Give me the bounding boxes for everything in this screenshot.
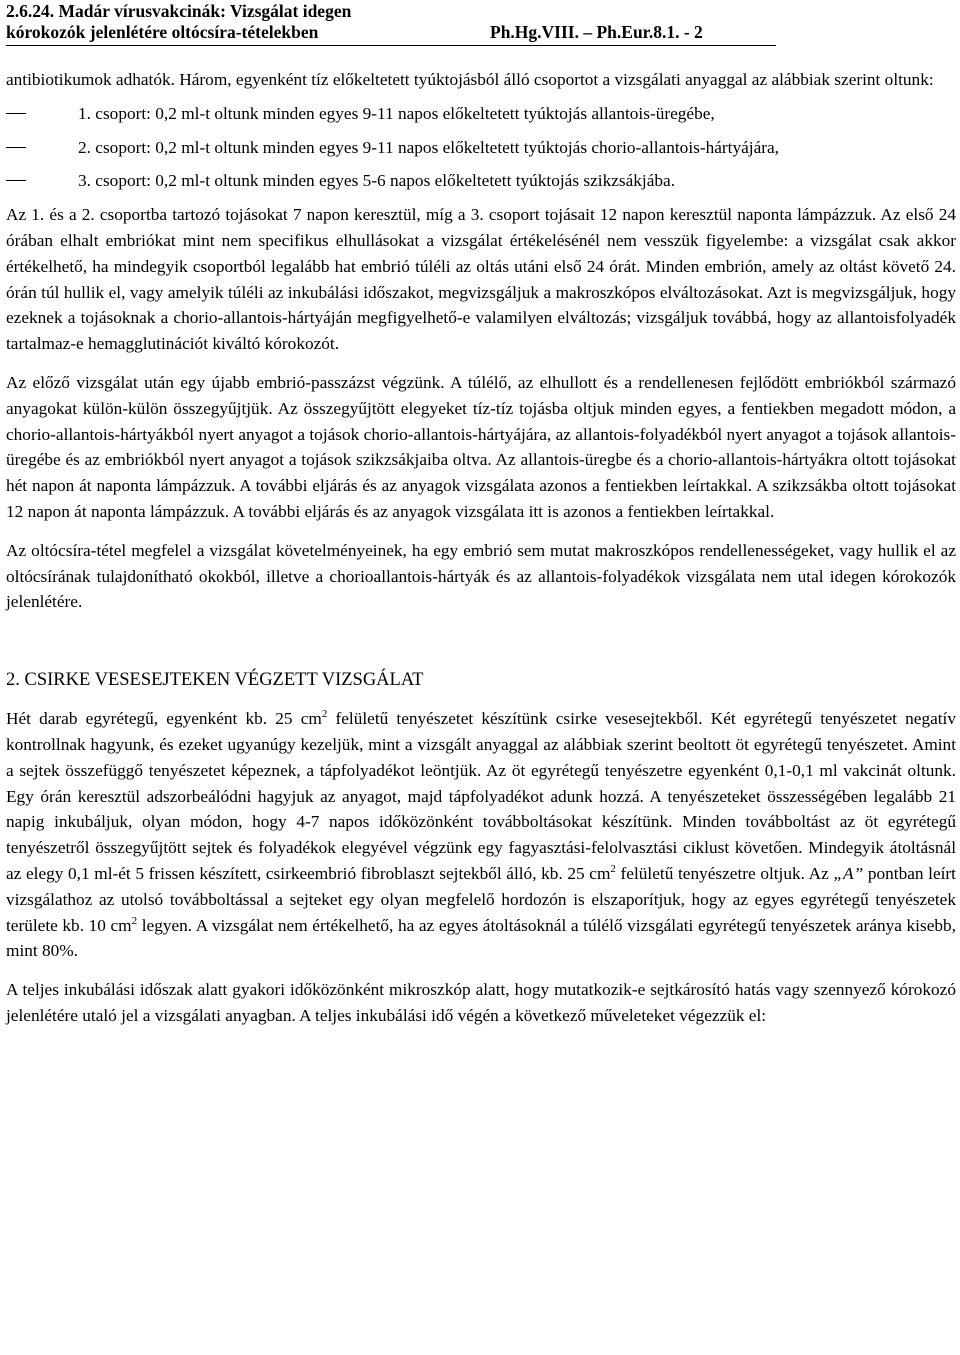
text-run: Hét darab egyrétegű, egyenként kb. 25 cm — [6, 709, 322, 729]
document-page — [6, 0, 956, 1029]
text-run: felületű tenyészetre oltjuk. Az — [615, 863, 834, 883]
intro-paragraph: antibiotikumok adhatók. Három, egyenként tíz előkeltetett tyúktojásból álló csoportot a vizsgálati anyaggal az alábbiak szerint oltunk: — [6, 70, 934, 89]
header-rule — [6, 45, 776, 46]
text-run: legyen. A vizsgálat nem értékelhető, ha az egyes átoltásoknál a túlélő vizsgálati egyrétegű tenyészetek aránya kisebb, mint 80%. — [6, 915, 956, 961]
document-body — [6, 67, 956, 1029]
text-run: felületű tenyészetet készítünk csirke vesesejtekből. Két egyrétegű tenyészetet negatív kontrollnak hagyunk, és ezeket ugyanúgy kezeljük, mint a vizsgált anyaggal az alábbiak szerint beoltott öt egyrétegű tenyészetet. Amint a sejtek összefüggő tenyészetet képeznek, a tápfolyadékot leöntjük. Az öt egyrétegű tenyészetre egyenként 0,1-0,1 ml vakcinát oltunk. Egy órán keresztül adszorbeálódni hagyjuk az anyagot, majd tápfolyadékot adunk hozzá. A tenyészeteket összességében legalább 21 napig inkubáljuk, olyan módon, hogy 4-7 napos időközönként továbboltásokat készítünk. Minden továbboltást az öt egyrétegű tenyészetről összegyűjtött sejtek és folyadékok elegyével végzünk egy fagyasztási-felolvasztási ciklust követően. Mindegyik átoltásnál az elegy 0,1 ml-ét 5 frissen készített, csirkeembrió fibroblaszt sejtekből álló, kb. 25 cm — [6, 709, 956, 883]
paragraph-acceptance-criteria: Az oltócsíra-tétel megfelel a vizsgálat követelményeinek, ha egy embrió sem mutat makroszkópos rendellenességeket, vagy hullik el az oltócsírának tulajdonítható okokból, illetve a chorioallantois-hártyák és az allantois-folyadékok vizsgálata nem utal idegen kórokozók jelenlétére. — [6, 540, 956, 612]
superscript: 2 — [610, 862, 616, 875]
header-pharmacopoeia-reference: Ph.Hg.VIII. – Ph.Eur.8.1. - 2 — [490, 22, 703, 42]
group-3-text: 3. csoport: 0,2 ml-t oltunk minden egyes 5-6 napos előkeltetett tyúktojás szikzsákjába. — [78, 171, 676, 191]
list-item — [6, 101, 956, 127]
superscript: 2 — [321, 708, 328, 721]
group-2-text: 2. csoport: 0,2 ml-t oltunk minden egyes 9-11 napos előkeltetett tyúktojás chorio-allantois-hártyájára, — [78, 137, 779, 157]
section-reference: „A” — [833, 863, 864, 883]
paragraph-candling-evaluation: Az 1. és a 2. csoportba tartozó tojásokat 7 napon keresztül, míg a 3. csoport tojásait 12 napon keresztül naponta lámpázzuk. Az első 24 órában elhalt embriókat mint nem specifikus elhullásokat a vizsgálat értékelésénél nem vesszük figyelembe: a vizsgálat csak akkor értékelhető, ha mindegyik csoportból legalább hat embrió túléli az oltás utáni első 24 órát. Minden embrión, amely az oltást követő 24. órán túl hullik el, vagy amelyik túléli az inkubálási időszakot, megvizsgáljuk a makroszkópos elváltozásokat. Azt is megvizsgáljuk, hogy ezeknek a tojásoknak a chorio-allantois-hártyáján megfigyelhető-e valamilyen elváltozás; vizsgáljuk továbbá, hogy az allantoisfolyadék tartalmaz-e hemagglutinációt kiváltó kórokozót. — [6, 205, 956, 354]
group-1-text: 1. csoport: 0,2 ml-t oltunk minden egyes 9-11 napos előkeltetett tyúktojás allantois-üregébe, — [78, 103, 715, 123]
header-title-line2: kórokozók jelenlétére oltócsíra-tételekben — [6, 22, 319, 42]
header-title-line1: 2.6.24. Madár vírusvakcinák: Vizsgálat idegen — [6, 1, 352, 21]
list-item — [6, 168, 956, 194]
group-list — [6, 101, 956, 194]
page-header — [6, 0, 956, 46]
paragraph-kidney-cell-cultures — [6, 706, 956, 964]
superscript: 2 — [131, 914, 138, 927]
section-heading: 2. CSIRKE VESESEJTEKEN VÉGZETT VIZSGÁLAT — [6, 670, 424, 691]
list-item — [6, 135, 956, 161]
text-run: pontban leírt vizsgálathoz az utolsó továbboltással a sejteket egy olyan megfelelő hordozón is elszaporítjuk, hogy az egyes egyrétegű tenyészetek területe kb. 10 cm — [6, 863, 956, 935]
paragraph-embryo-passage: Az előző vizsgálat után egy újabb embrió-passzázst végzünk. A túlélő, az elhullott és a rendellenesen fejlődött embriókból származó anyagokat külön-külön összegyűjtjük. Az összegyűjtött elegyeket tíz-tíz tojásba oltjuk minden egyes, a fentiekben megadott módon, a chorio-allantois-hártyákból nyert anyagot a tojások chorio-allantois-hártyájára, az allantois-folyadékból nyert anyagot a tojások allantois-üregébe és az embriókból nyert anyagot a tojások szikzsákjaiba oltva. Az allantois-üregbe és a chorio-allantois-hártyákra oltott tojásokat hét napon át naponta lámpázzuk. A további eljárás és az anyagok vizsgálata azonos a fentiekben leírtakkal. A szikzsákba oltott tojásokat 12 napon át naponta lámpázzuk. A további eljárás és az anyagok vizsgálata itt is azonos a fentiekben leírtakkal. — [6, 372, 956, 521]
paragraph-incubation-observation: A teljes inkubálási időszak alatt gyakori időközönként mikroszkóp alatt, hogy mutatkozik-e sejtkárosító hatás vagy szennyező kórokozó jelenlétére utaló jel a vizsgálati anyagban. A teljes inkubálási idő végén a következő műveleteket végezzük el: — [6, 980, 956, 1025]
